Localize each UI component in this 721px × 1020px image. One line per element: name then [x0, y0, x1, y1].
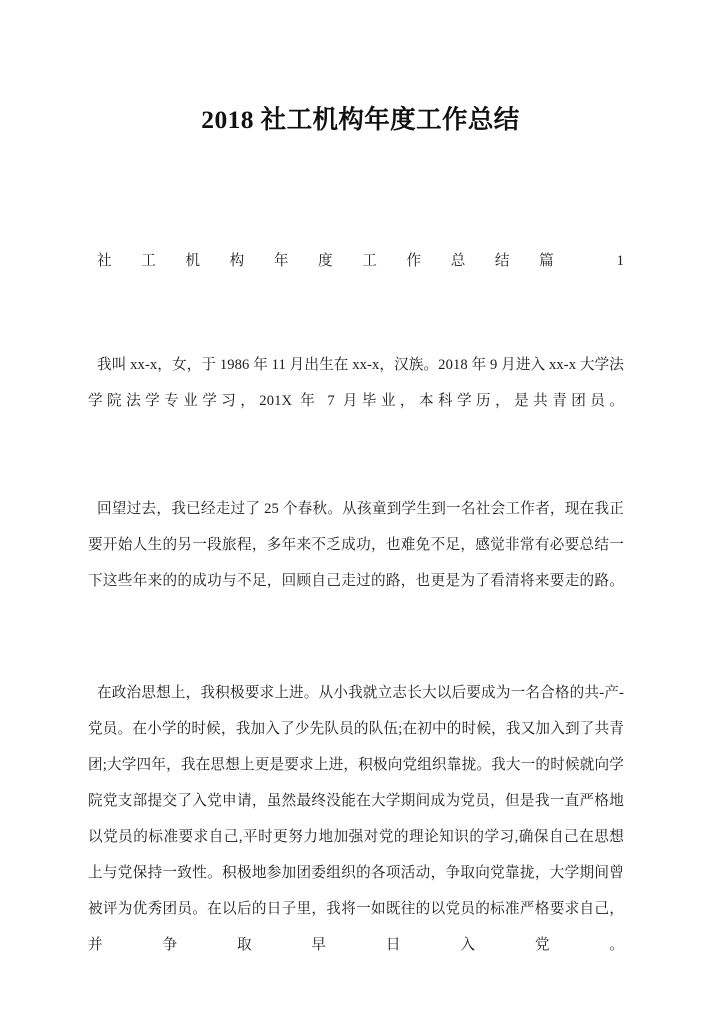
document-body — [88, 243, 624, 999]
paragraph-2: 回望过去，我已经走过了 25 个春秋。从孩童到学生到一名社会工作者，现在我正要开始人生的另一段旅程，多年来不乏成功，也难免不足，感觉非常有必要总结一下这些年来的的成功与不足，回顾自己走过的路，也更是为了看清将来要走的路。 — [88, 501, 624, 589]
paragraph-spacer — [88, 635, 624, 675]
page-title: 2018 社工机构年度工作总结 — [201, 105, 520, 135]
paragraph-1: 我叫 xx-x，女，于 1986 年 11 月出生在 xx-x，汉族。2018 年 9 月进入 xx-x 大学法学院法学专业学习，201X 年 7 月毕业，本科学历，是共青团员。 — [88, 357, 624, 409]
section-subtitle: 社工机构年度工作总结篇 1 — [97, 253, 624, 269]
paragraph-spacer — [88, 455, 624, 491]
paragraph-3: 在政治思想上，我积极要求上进。从小我就立志长大以后要成为一名合格的共-产-党员。在小学的时候，我加入了少先队员的队伍;在初中的时候，我又加入到了共青团;大学四年，我在思想上更是要求上进，积极向党组织靠拢。我大一的时候就向学院党支部提交了入党申请，虽然最终没能在大学期间成为党员，但是我一直严格地以党员的标准要求自己,平时更努力地加强对党的理论知识的学习,确保自己在思想上与党保持一致性。积极地参加团委组织的各项活动，争取向党靠拢，大学期间曾被评为优秀团员。在以后的日子里，我将一如既往的以党员的标准严格要求自己，并争取早日入党。 — [88, 685, 624, 953]
